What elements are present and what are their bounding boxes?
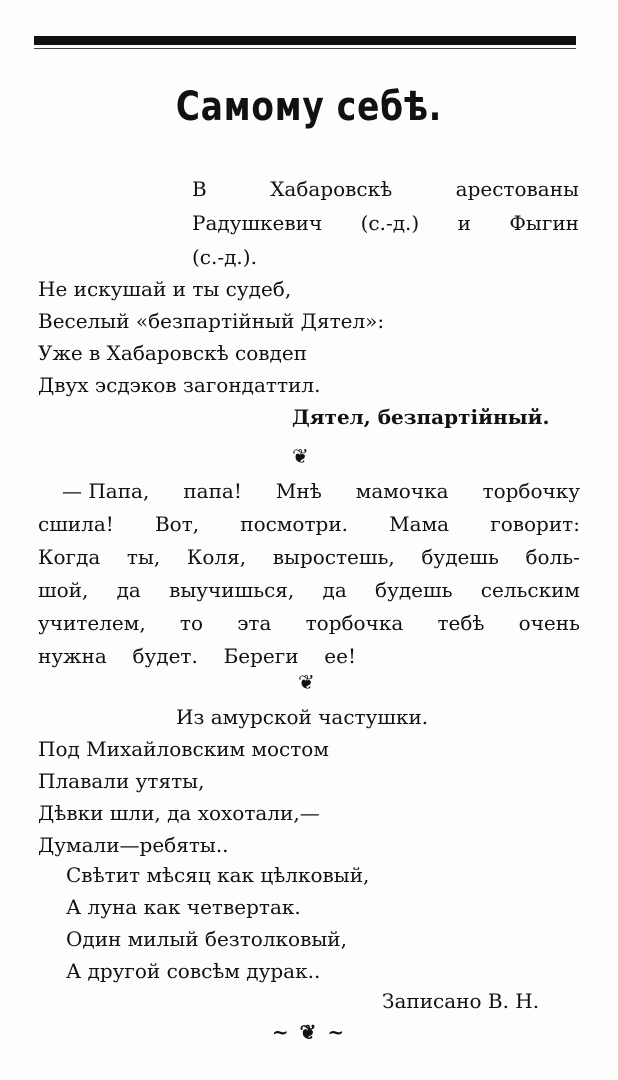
word: выучишься,	[169, 578, 295, 602]
word: Мнѣ	[275, 479, 322, 503]
word: Фыгин	[509, 211, 579, 235]
word: Коля,	[186, 545, 247, 569]
epigraph-line	[192, 244, 257, 270]
epigraph-line	[192, 176, 579, 202]
prose-line	[38, 643, 356, 669]
word: Береги	[223, 644, 299, 668]
word: Радушкевич	[192, 211, 323, 235]
top-rule-thin	[34, 48, 576, 49]
prose-line	[62, 478, 580, 504]
word: то	[179, 611, 203, 635]
word: (с.-д.)	[360, 211, 420, 235]
poem-line: Не искушай и ты судеб,	[38, 277, 292, 301]
word: да	[322, 578, 347, 602]
word: будешь	[375, 578, 453, 602]
poem-line: Веселый «безпартійный Дятел»:	[38, 309, 385, 333]
end-ornament-icon: ~ ❦ ~	[271, 1020, 347, 1044]
top-rule	[34, 36, 576, 45]
word: Когда	[38, 545, 101, 569]
verse-line: А луна как четвертак.	[66, 895, 301, 919]
word: Хабаровскѣ	[270, 177, 393, 201]
word: шой,	[38, 578, 89, 602]
word: сшила!	[38, 512, 114, 536]
word: тебѣ	[437, 611, 485, 635]
word: В	[192, 177, 207, 201]
word: сельским	[480, 578, 580, 602]
word: арестованы	[455, 177, 579, 201]
word: боль-	[525, 545, 580, 569]
word: ты,	[126, 545, 161, 569]
word: будет.	[132, 644, 198, 668]
verse-line: Плавали утяты,	[38, 769, 205, 793]
word: Мама	[389, 512, 450, 536]
verse-line: А другой совсѣм дурак..	[66, 959, 321, 983]
epigraph-line	[192, 210, 579, 236]
word: учителем,	[38, 611, 146, 635]
word: — Папа,	[62, 479, 150, 503]
word: говорит:	[490, 512, 580, 536]
word: нужна	[38, 644, 107, 668]
prose-line	[38, 511, 580, 537]
verse-signature: Записано В. Н.	[382, 989, 540, 1013]
page-title: Самому себѣ.	[175, 84, 443, 130]
fleuron-icon: ❦	[298, 670, 315, 694]
verse-line: Думали—ребяты..	[38, 833, 229, 857]
poem-signature: Дятел, безпартійный.	[292, 405, 550, 429]
word: выростешь,	[272, 545, 395, 569]
word: очень	[518, 611, 580, 635]
word: будешь	[421, 545, 499, 569]
word: торбочка	[305, 611, 404, 635]
verse-line: Свѣтит мѣсяц как цѣлковый,	[66, 863, 370, 887]
word: и	[457, 211, 471, 235]
prose-line	[38, 544, 580, 570]
word: эта	[237, 611, 272, 635]
verse-line: Дѣвки шли, да хохотали,—	[38, 801, 320, 825]
fleuron-icon: ❦	[292, 444, 309, 468]
prose-line	[38, 577, 580, 603]
word: (с.-д.).	[192, 245, 257, 269]
word: да	[116, 578, 141, 602]
word: ее!	[324, 644, 356, 668]
verse-line: Под Михайловским мостом	[38, 737, 329, 761]
poem-line: Уже в Хабаровскѣ совдеп	[38, 341, 307, 365]
word: папа!	[183, 479, 242, 503]
poem-line: Двух эсдэков загондаттил.	[38, 373, 321, 397]
prose-line	[38, 610, 580, 636]
word: торбочку	[482, 479, 580, 503]
word: Вот,	[154, 512, 200, 536]
section-heading: Из амурской частушки.	[176, 705, 429, 729]
word: посмотри.	[240, 512, 349, 536]
word: мамочка	[355, 479, 449, 503]
verse-line: Один милый безтолковый,	[66, 927, 347, 951]
